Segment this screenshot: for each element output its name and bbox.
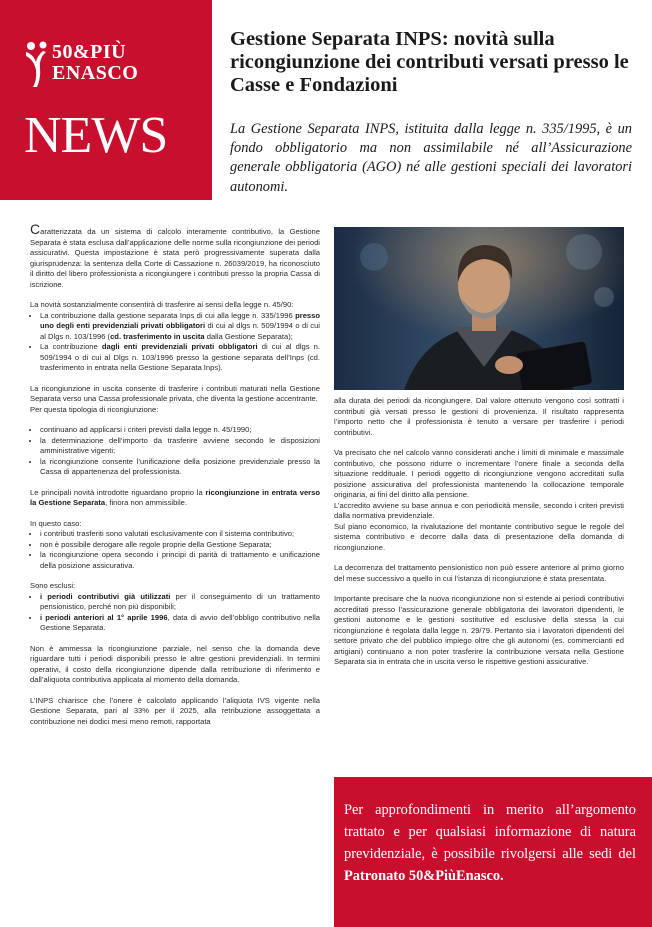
article-lead: La Gestione Separata INPS, istituita dalla legge n. 335/1995, è un fondo obbligatorio ma non assimilabile né all’Assicurazione generale obbligatoria (AGO) né alle gestioni speciali dei lavoratori autonomi.	[230, 121, 632, 195]
text: , finora non ammissibile.	[105, 498, 188, 507]
paragraph-text: aratterizzata da un sistema di calcolo interamente contributivo, la Gestione Separata è stata esclusa dall’applicazione delle norme sulla ricongiunzione dei periodi assicurativi. Questa impostazione è stata però progressivamente superata dalla giurisprudenza: la sentenza della Corte di Cassazione n. 26039/2019, ha riconosciuto il diritto del libero professionista a ricongiungere i contributi presso la propria Cassa di iscrizione.	[30, 227, 320, 289]
list-item: • la ricongiunzione opera secondo i principi di parità di trattamento e unificazione della posizione assicurativa.	[40, 550, 320, 571]
bold-text: dagli enti previdenziali privati obbligatori	[101, 342, 258, 351]
drop-cap: C	[30, 221, 41, 237]
info-callout	[334, 777, 652, 927]
paragraph: La ricongiunzione in uscita consente di trasferire i contributi maturati nella Gestione Separata verso una Cassa professionale privata, che diventa la gestione accentrante.	[30, 383, 320, 403]
list-item: • la ricongiunzione consente l’unificazione della posizione previdenziale presso la Cassa di appartenenza del professionista.	[40, 457, 320, 478]
list-item	[40, 342, 320, 374]
bullet-list	[30, 592, 320, 634]
paragraph: Importante precisare che la nuova ricongiunzione non si estende ai periodi contributivi accreditati presso l’assicurazione generale obbligatoria dei lavoratori dipendenti, le gestioni autonome e le gestioni sostitutive ed esclusive della stessa la cui ricongiunzione è regolata dalla legge n. 29/79. Pertanto sia i lavoratori dipendenti del settore privato che del pubblico impiego oltre che gli autonomi (es. commercianti ed artigiani) continuano a non poter trasferire la contribuzione versata nella Gestione Separata sia in entrata che in uscita verso le rispettive gestioni assicurative.	[334, 594, 624, 666]
text: La contribuzione	[40, 342, 102, 351]
paragraph: L’INPS chiarisce che l’onere è calcolato applicando l’aliquota IVS vigente nella Gestione Separata, pari al 33% per il 2025, alla retribuzione assoggettata a contribuzione nei dodici mesi meno remoti, rapportata	[30, 695, 320, 726]
list-item: • i contributi trasferiti sono valutati esclusivamente con il sistema contributivo;	[40, 529, 320, 540]
paragraph: In questo caso:	[30, 518, 82, 528]
list-item: • continuano ad applicarsi i criteri previsti dalla legge n. 45/1990;	[40, 425, 320, 436]
logo-line-2: ENASCO	[52, 62, 139, 84]
left-column	[30, 221, 320, 737]
list-item	[40, 311, 320, 343]
text: di cui al dlgs n. 509/1994 o di cui al Dlgs n. 103/1996 presso la gestione separata dell’Inps (cd. trasferimento in entrata nella Gestione Separata Inps).	[40, 342, 320, 372]
bold-text: Patronato 50&PiùEnasco.	[344, 868, 504, 884]
bold-text: cd. trasferimento in uscita	[110, 331, 205, 341]
list-item: • non è possibile derogare alle regole proprie della Gestione Separata;	[40, 540, 320, 551]
text: dalla Gestione Separata);	[204, 331, 293, 341]
article-title: Gestione Separata INPS: novità sulla ricongiunzione dei contributi versati presso le Casse e Fondazioni	[230, 28, 629, 96]
paragraph: Sono esclusi:	[30, 581, 76, 590]
bold-text: ricongiunzione in entrata verso la Gestione Separata	[30, 487, 320, 507]
paragraph: Per questa tipologia di ricongiunzione:	[30, 404, 159, 414]
logo-line-1: 50&PIÙ	[52, 41, 127, 63]
article-photo	[334, 227, 624, 390]
bullet-list	[30, 529, 320, 571]
text: per il conseguimento di un trattamento pensionistico, perché non più disponibili;	[40, 591, 320, 611]
list-item: • la determinazione dell’importo da trasferire avviene secondo le disposizioni amministrative vigenti;	[40, 436, 320, 457]
paragraph: Non è ammessa la ricongiunzione parziale, nel senso che la domanda deve riguardare tutti i periodi disponibili presso le altre gestioni previdenziali. In termini operativi, il costo della ricongiunzione dipende dalla retribuzione di riferimento e dall’aliquota contributiva applicata al momento della domanda.	[30, 643, 320, 684]
paragraph	[30, 488, 320, 509]
text: , data di avvio dell’obbligo contributivo nella Gestione Separata.	[40, 612, 320, 632]
news-heading: NEWS	[24, 107, 168, 164]
bold-text: presso uno degli enti previdenziali privati obbligatori	[40, 310, 320, 330]
brand-block	[0, 0, 212, 200]
text: Le principali novità introdotte riguardano proprio la	[30, 487, 206, 497]
bold-text: i periodi anteriori al 1° aprile 1996	[40, 612, 168, 622]
man-with-tablet-photo	[334, 227, 624, 390]
brand-logo	[52, 42, 202, 84]
paragraph: Va precisato che nel calcolo vanno considerati anche i limiti di minimale e massimale contributivo, che possono ridurre o incrementare l’onere finale a seconda della situazione reddituale. I periodi oggetto di ricongiunzione vengono accreditati sulla posizione assicurativa del professionista mantenendo la collocazione temporale originaria, ai fini del diritto alla pensione.	[334, 448, 624, 499]
text: La contribuzione dalla gestione separata Inps di cui alla legge n. 335/1996	[40, 310, 296, 320]
paragraph: Sul piano economico, la rivalutazione del montante contributivo segue le regole del sistema contributivo e decorre dalla data di presentazione della domanda di ricongiunzione.	[334, 521, 624, 552]
stylized-people-logo-icon	[24, 40, 50, 88]
paragraph: alla durata dei periodi da ricongiungere. Dal valore ottenuto vengono così sottratti i contributi già versati presso le gestioni di provenienza. Il risultato rappresenta l’importo netto che il professionista è tenuto a versare per trasferire i periodi contributivi.	[334, 396, 624, 437]
bullet-list	[30, 425, 320, 478]
callout-text	[344, 799, 636, 887]
paragraph: L’accredito avviene su base annua e con periodicità mensile, secondo i criteri previsti dalla normativa previdenziale.	[334, 500, 624, 520]
list-item	[40, 592, 320, 613]
text: di cui al dlgs n. 509/1994 o di cui al Dlgs n. 103/1996 (	[40, 321, 320, 341]
bold-text: i periodi contributivi già utilizzati	[40, 591, 171, 601]
text: Per approfondimenti in merito all’argomento trattato e per qualsiasi informazione di natura previdenziale, è possibile rivolgersi alle sedi del	[344, 802, 636, 862]
paragraph: La decorrenza del trattamento pensionistico non può essere anteriore al primo giorno del mese successivo a quello in cui l’istanza di ricongiunzione è stata presentata.	[334, 563, 624, 583]
right-column	[334, 396, 624, 678]
list-item	[40, 613, 320, 634]
bullet-list	[30, 311, 320, 374]
paragraph	[30, 221, 320, 290]
paragraph: La novità sostanzialmente consentirà di trasferire ai sensi della legge n. 45/90:	[30, 300, 294, 309]
